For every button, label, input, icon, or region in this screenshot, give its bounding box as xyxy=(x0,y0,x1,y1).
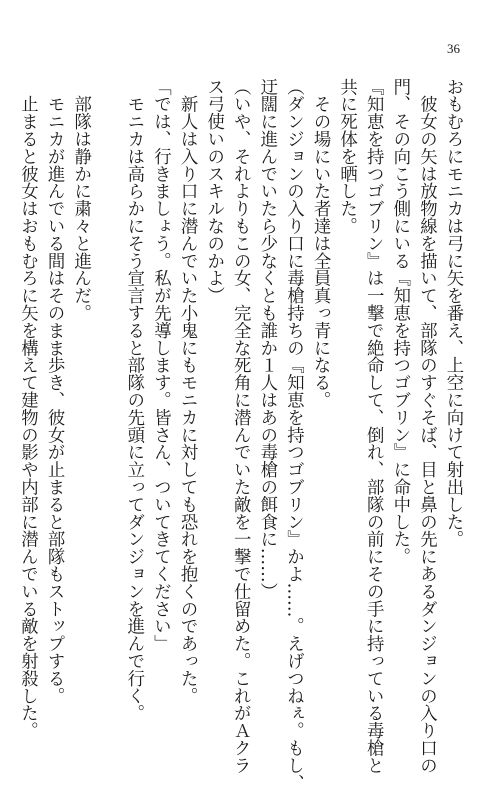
text-line: モニカが進んでいる間はそのまま歩き、彼女が止まると部隊もストップする。 xyxy=(44,78,65,705)
text-line: （いや、それよりもこの女、完全な死角に潜んでいた敵を一撃で仕留めた。これがＡクラ xyxy=(230,78,251,774)
page-number: 36 xyxy=(447,41,460,56)
text-line: （ダンジョンの入り口に毒槍持ちの『知恵を持つゴブリン』かよ……。えげつねぇ。もし、 xyxy=(283,78,304,791)
text-line: 共に死体を晒した。 xyxy=(336,78,357,235)
text-line: 新人は入り口に潜んでいた小鬼にもモニカに対しても恐れを抱くのであった。 xyxy=(177,78,198,705)
text-line: 『知恵を持つゴブリン』は一撃で絶命して、倒れ、部隊の前にその手に持っている毒槍と xyxy=(363,78,384,774)
text-line: 門、その向こう側にいる『知恵を持つゴブリン』に命中した。 xyxy=(389,78,410,566)
text-line: ス弓使いのスキルなのかよ） xyxy=(203,78,224,305)
text-line: 部隊は静かに粛々と進んだ。 xyxy=(70,78,91,322)
blank-line xyxy=(94,78,121,638)
text-line: 「では、行きましょう。私が先導します。皆さん、ついてきてください」 xyxy=(150,78,171,653)
text-line: モニカは高らかにそう宣言すると部隊の先頭に立ってダンジョンを進んで行く。 xyxy=(123,78,144,722)
text-line: 彼女の矢は放物線を描いて、部隊のすぐそば、目と鼻の先にあるダンジョンの入り口の xyxy=(416,78,437,774)
text-line: 止まると彼女はおもむろに矢を構えて建物の影や内部に潜んでいる敵を射殺した。 xyxy=(17,78,38,740)
text-line: 迂闊に進んでいたら少なくとも誰か１人はあの毒槍の餌食に……） xyxy=(256,78,277,600)
novel-text-body xyxy=(14,78,466,791)
text-line: おもむろにモニカは弓に矢を番え、上空に向けて射出した。 xyxy=(443,78,463,548)
text-line: その場にいた者達は全員真っ青になる。 xyxy=(310,78,331,409)
